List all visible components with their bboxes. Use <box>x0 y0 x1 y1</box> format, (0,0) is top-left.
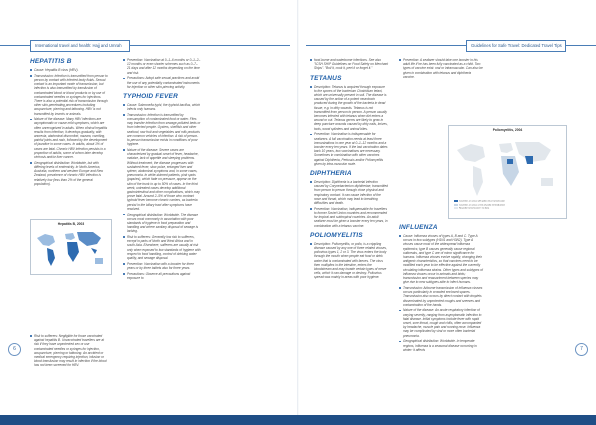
column-hepatitis-b-continued <box>30 334 108 369</box>
typhoid-precautions-list <box>310 58 388 71</box>
hepatitis-b-map <box>30 219 112 275</box>
list-item: Description: Diphtheria is a bacterial infection caused by Corynebacterium diphtheriae, transmitted from person to person through close physical and respiratory contact. It can cause infection of the nose and throat, which may lead to breathing difficulties and death. <box>310 180 388 205</box>
right-header-title: Guidelines for Safe Travel: Dedicated Travel Tips <box>466 40 566 52</box>
list-item: Prevention: A seafarer should take one booster in his adult life if he has been fully vaccinated as a child. Two types of vaccine exist: oral or intramuscular. Can also be given in combination with tetanus and diphtheria vaccine. <box>399 58 483 79</box>
world-map-icon <box>31 220 111 274</box>
legend-entry: Countries or areas at risk of polio reintroduction <box>459 204 505 207</box>
legend-entry: Countries or areas with polio virus transmission <box>459 200 505 203</box>
hepatitis-b-prevention-list <box>123 58 201 89</box>
list-item: Transmission: Infection is transmitted by consumption of contaminated food or water. Flies may transfer infection from sewage-polluted beds or from infected people. Oysters, shellfish and other seafood, raw fruit and vegetables and milk products are common vehicles of infection. A risk of person-to-person transmission exists in conditions of poor hygiene. <box>123 113 201 147</box>
typhoid-list <box>123 103 201 280</box>
list-item: Prevention: Vaccination is indispensable for seafarers. A full vaccination needs at least three immunizations in one year at 0–1–12 months and a booster every ten years. If the last vaccination dates back 10 years, two vaccinations are necessary. Sometimes in combination with other vaccines against Diphtheria, Pertussis and/or Poliomyelitis given by intra-muscular route. <box>310 132 388 166</box>
list-item: Nature of the disease: Many HBV infections are asymptomatic or cause mild symptoms, which are often unrecognized in adults. When clinical hepatitis results from infection, it develops gradually, with anorexia, abdominal discomfort, nausea, vomiting, painful joints and rash, followed by the development of jaundice in some cases. In adults, about 1% of cases are fatal. Chronic HBV infection persists in a proportion of adults, some of whom later develop cirrhosis and/or liver cancer. <box>30 117 108 159</box>
list-item: Prevention: Vaccination at 0–1–6 months or 0–1–2–12 months or even shorter schemes such as 0–7–21 days and after 12 months depending on the time and risk. <box>123 58 201 75</box>
header-rule <box>126 45 290 46</box>
polio-prevention-list <box>399 58 483 79</box>
page-number-right: 7 <box>575 343 588 356</box>
list-item: Risk to sufferers: Negligible for those vaccinated against hepatitis B. Unvaccinated travellers are at risk if they have unprotected sex or use contaminated needles or syringes for injection, acupuncture, piercing or tattooing. An accident or medical emergency requiring injection, infusion or blood transfusion may result in infection if the blood has not been screened for HBV. <box>30 334 108 368</box>
tetanus-list <box>310 85 388 166</box>
poliomyelitis-map-legend <box>454 200 505 211</box>
list-item: Transmission: Infection is transmitted from person to person by contact with infected body fluids. Sexual contact is an important mode of transmission, but infection is also transmitted by transfusion of contaminated blood or blood products or by use of contaminated needles or syringes for injections. There is also a potential risk of transmission through other skin-penetrating procedures including acupuncture, piercing and tattooing. HBV is not transmitted by insects or animals. <box>30 74 108 116</box>
column-tetanus <box>310 58 388 284</box>
header-rule <box>306 45 470 46</box>
list-item: Description: Tetanus is acquired through exposure to the spores of the bacterium Clostridium tetani, which are universally present in soil. The disease is caused by the action of a potent neurotoxin produced during the growth of the bacteria in dead tissue, e.g. in dirty wounds. Tetanus is not transmitted from person to person. A person usually becomes infected with tetanus when dirt enters a wound or cut. Tetanus germs are likely to grow in deep puncture wounds caused by dirty nails, knives, tools, wood splinters and animal bites. <box>310 85 388 131</box>
diphtheria-list <box>310 180 388 228</box>
section-title-poliomyelitis: POLIOMYELITIS <box>310 231 363 239</box>
list-item: Cause: Influenza viruses of types A, B and C. Type A occurs in two subtypes (H1N1 and H3N2). Type A viruses cause most of the widespread influenza epidemics; type B causes generally cause regional outbreaks, and type C are of minor significance for humans. Influenza viruses evolve rapidly, changing their antigenic characteristics, so that vaccines need to be modified each year to be effective against the currently circulating influenza strains. Other types and subtypes of influenza viruses occur in animals and birds; transmission and reassortment between species may give rise to new subtypes able to infect humans. <box>399 234 483 284</box>
poliomyelitis-map <box>448 125 567 219</box>
header-rule <box>0 45 30 46</box>
column-influenza-continued <box>399 224 483 356</box>
section-title-influenza: INFLUENZA <box>399 224 438 231</box>
section-title-typhoid-fever: TYPHOID FEVER <box>123 92 178 100</box>
page-fold <box>297 0 299 425</box>
column-hepatitis-b <box>30 58 108 190</box>
list-item: Precautions: Adopt safe sexual practices and avoid the use of any potentially contaminated instruments for injection or other skin-piercing activity. <box>123 76 201 89</box>
list-item: Description: Poliomyelitis, or polio, is a crippling disease caused by any one of three related viruses, poliovirus types 1, 2 or 3. The virus enters the body through the mouth when people eat food or drink water that is contaminated with faeces. The virus then multiplies in the intestine, enters the bloodstream and may invade certain types of nerve cells, which it can damage or destroy. Poliovirus spread was mainly in areas with poor hygiene. <box>310 242 388 280</box>
column-influenza <box>399 58 483 83</box>
list-item: Nature of the disease: An acute respiratory infection of varying severity, ranging from asymptomatic infection to fatal disease. Initial symptoms include fever with rapid onset, sore throat, cough and chills, often accompanied by headache, muscle pain and running nose. Influenza may be complicated by viral or more often bacterial pneumonia. <box>399 308 483 337</box>
list-item: Geographical distribution: Worldwide. In temperate regions, influenza is a seasonal disease occurring in winter: it affects <box>399 339 483 352</box>
section-title-hepatitis-b: HEPATITIS B <box>30 58 72 65</box>
hepatitis-b-list-continued <box>30 334 108 368</box>
hepatitis-b-list <box>30 68 108 186</box>
influenza-list <box>399 234 483 352</box>
list-item: Precautions: Observe all precautions against exposure to <box>123 272 201 280</box>
header-rule <box>566 45 596 46</box>
section-title-tetanus: TETANUS <box>310 74 342 82</box>
list-item: Risk to sufferers: Generally low risk to sufferers, except in parts of North and West Africa and in south Asia. Elsewhere, sufferers are usually at risk only when exposed to low standards of hygiene with respect to food handling, control of drinking water quality, and sewage disposal. <box>123 235 201 260</box>
list-item: Prevention: Vaccination with a booster for three years or by three tablets also for three years. <box>123 262 201 270</box>
list-item: Geographical distribution: Worldwide. The disease occurs most commonly in association with poor standards of hygiene in food preparation and handling and where sanitary disposal of sewage is lacking. <box>123 213 201 234</box>
poliomyelitis-list <box>310 242 388 280</box>
list-item: Nature of the disease: Severe cases are characterized by gradual onset of fever, headache, malaise, lack of appetite and sleeping problems. Without treatment, the disease progresses with sustained fever, slow pulse, enlarged liver and spleen, abdominal symptoms and, in some cases, pneumonia. In white-skinned patients, pink spots (papules), which fade on pressure, appear on the skin of the trunk in up to 50% of cases. In the third week, untreated cases develop additional gastrointestinal and other complications, which may prove fatal. Around 2–5% of those who contract typhoid fever become chronic carriers, as bacteria persist in the biliary tract after symptoms have resolved. <box>123 148 201 211</box>
footer-band <box>0 415 596 425</box>
list-item: Transmission: Airborne transmission of influenza viruses occurs particularly in crowded enclosed spaces. Transmission also occurs by direct contact with droplets disseminated by unprotected coughs and sneezes and contamination of the hands. <box>399 286 483 307</box>
section-title-diphtheria: DIPHTHERIA <box>310 169 352 177</box>
column-typhoid <box>123 58 201 284</box>
page-number-left: 6 <box>8 343 21 356</box>
list-item: Geographical distribution: Worldwide, but with differing levels of endemicity. In North America, Australia, northern and western Europe and New Zealand, prevalence of chronic HBV infection is relatively low (less than 2% of the general population). <box>30 161 108 186</box>
poliomyelitis-map-title: Poliomyelitis, 2004 <box>492 128 523 132</box>
list-item: Prevention: Vaccination, indispensable for travellers to former Soviet Union countries and recommended for tropical and subtropical countries. An adult seafarer must be given a booster every ten years, in combination with a tetanus vaccine. <box>310 207 388 228</box>
list-item: Cause: Salmonella typhi, the typhoid bacillus, which infects only humans. <box>123 103 201 111</box>
list-item: Cause: Hepatitis B virus (HBV). <box>30 68 108 72</box>
list-item: food-borne and waterborne infections. See also "ICSH SHIP Guidelines on Food Safety on Merchant Ships". "Boil it, cook it, peel it or forget it." <box>310 58 388 71</box>
left-header-title: International travel and health: Hajj and Umrah <box>30 40 130 52</box>
hepatitis-b-map-title: Hepatitis B, 2003 <box>57 222 85 226</box>
legend-entry: No polio transmission / no data <box>459 207 490 210</box>
